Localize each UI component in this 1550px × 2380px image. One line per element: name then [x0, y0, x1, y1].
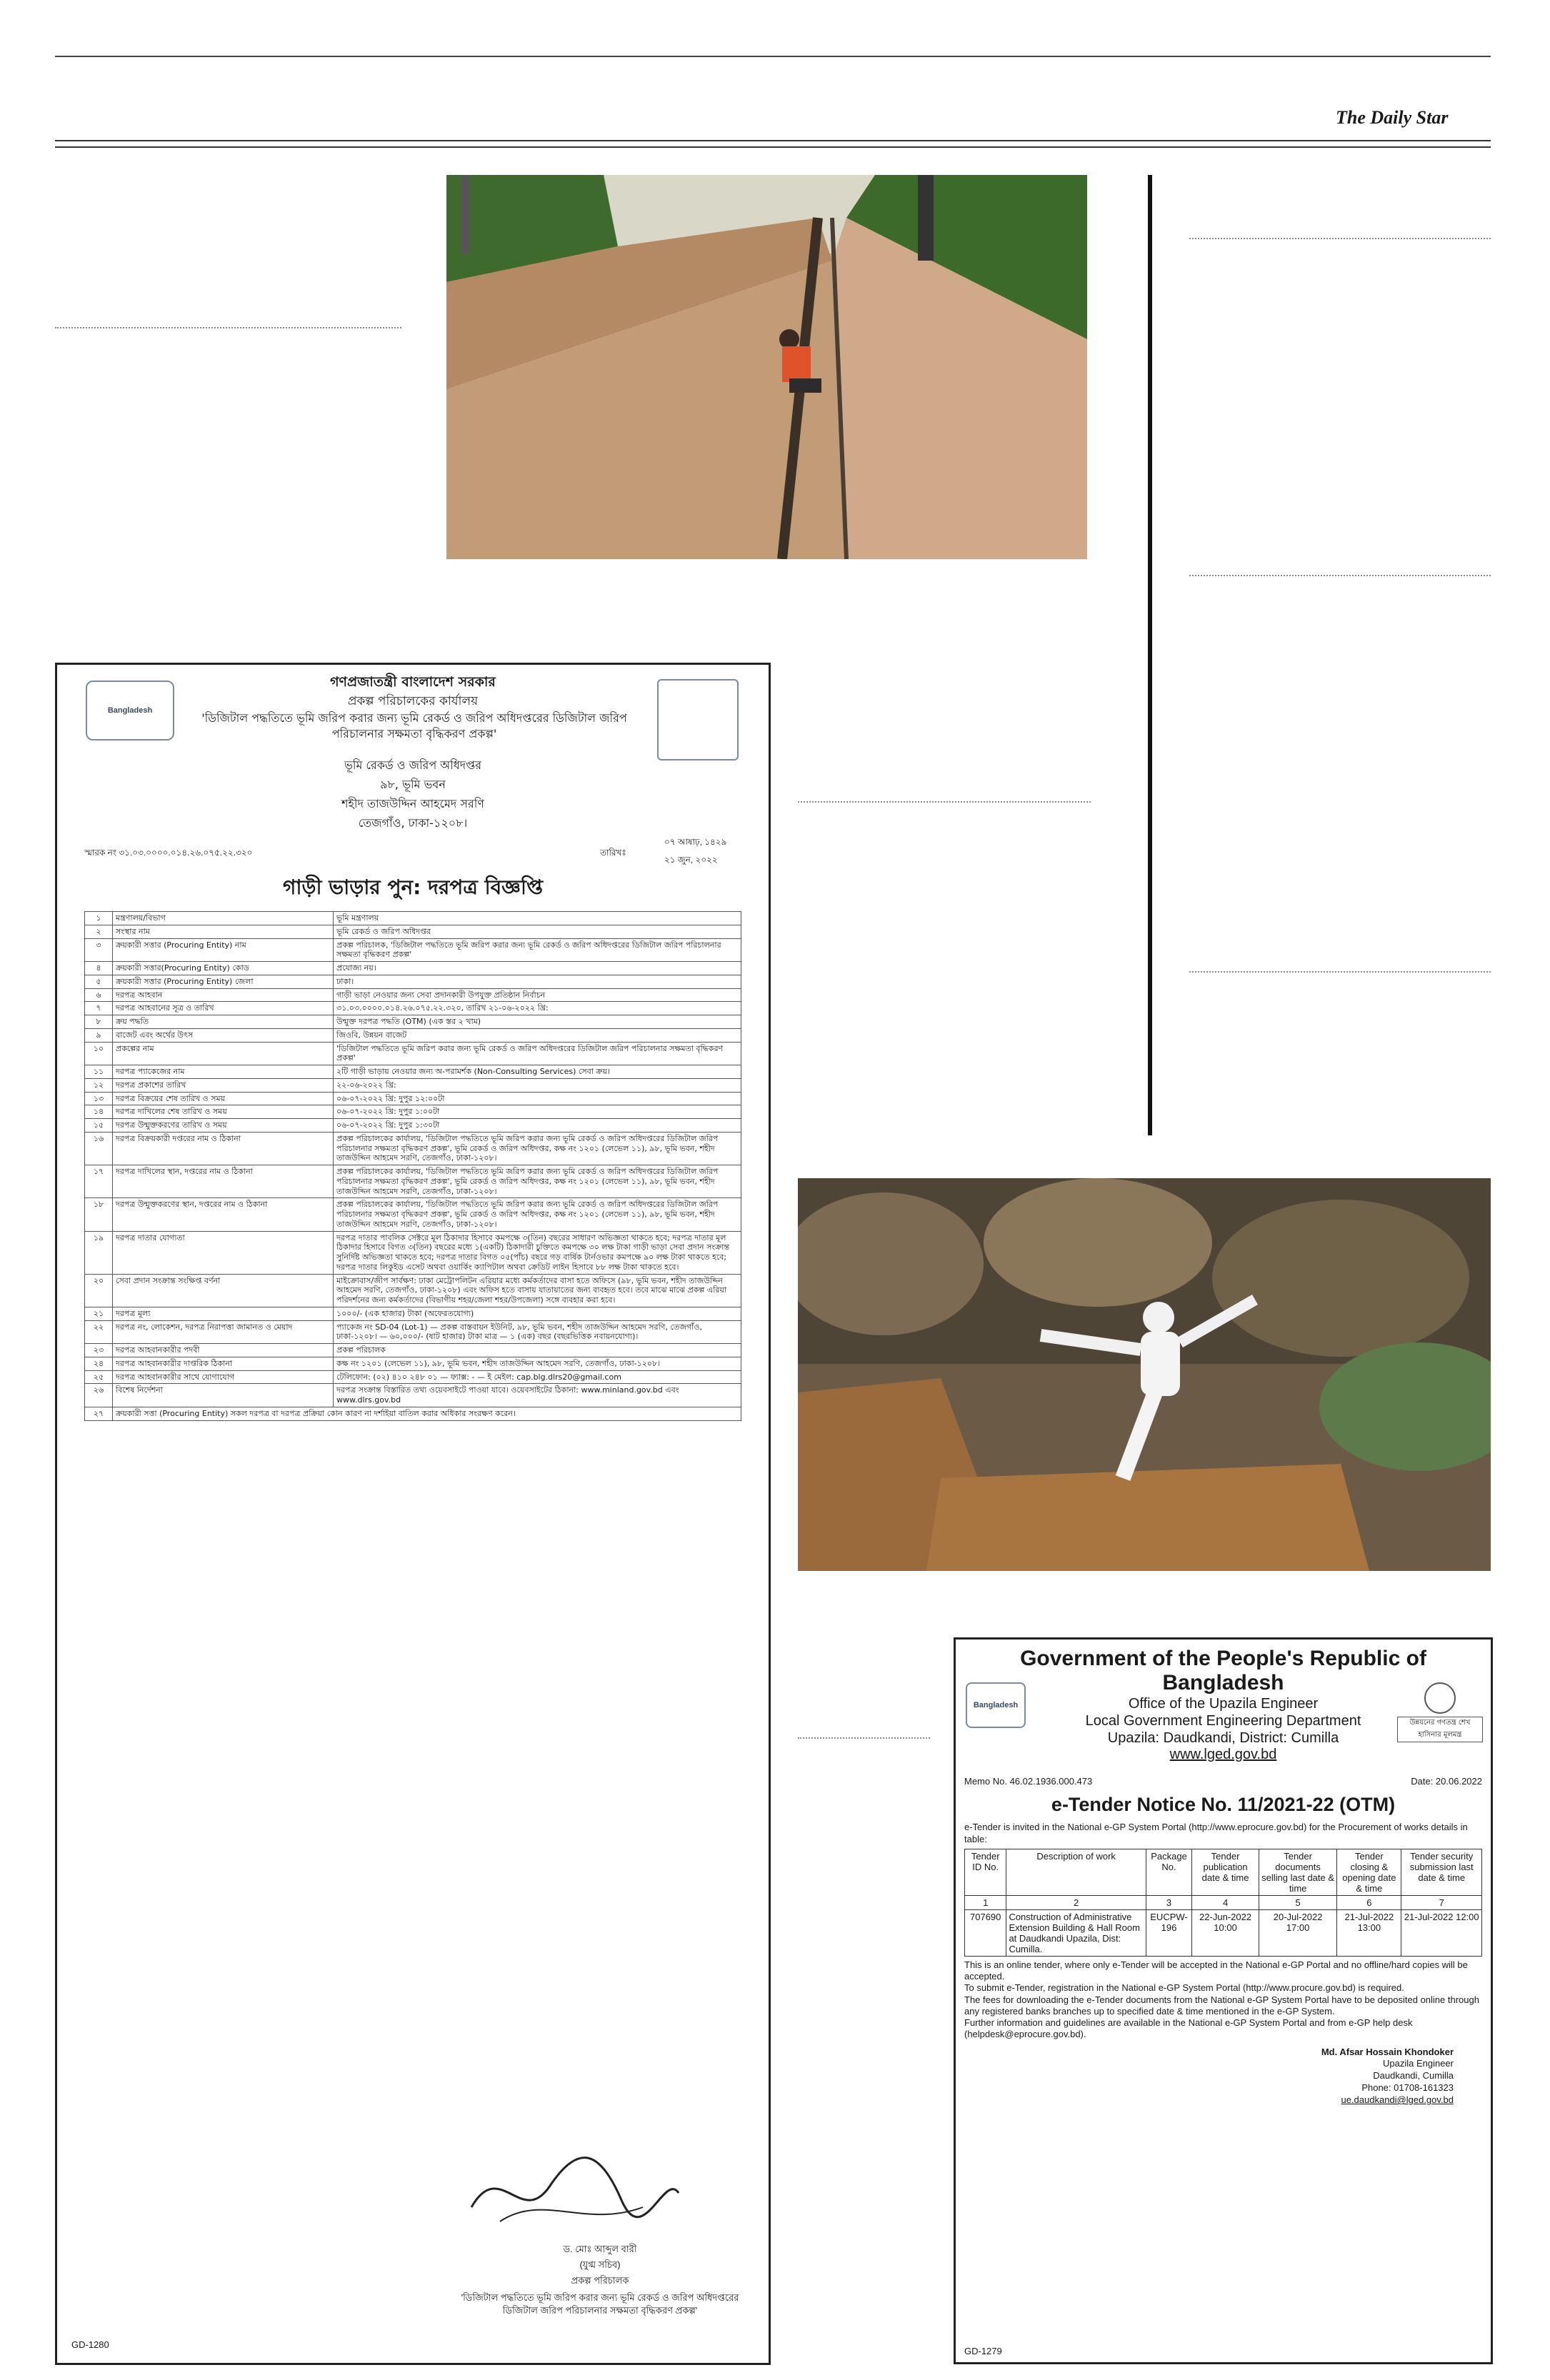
row-value: প্রকল্প পরিচালক, 'ডিজিটাল পদ্ধতিতে ভূমি জরিপ করার জন্য ভূমি রেকর্ড ও জরিপ অধিদপ্তরের ডিজিটাল জরিপ পরিচালনার সক্ষমতা বৃদ্ধিকরণ প্রকল্প'	[334, 938, 741, 962]
table-row	[85, 1132, 741, 1165]
dept-heading: Local Government Engineering Department	[1085, 1713, 1361, 1729]
note-4: Further information and guidelines are available in the National e-GP System Portal and from e-GP help desk (helpdesk@eprocure.gov.bd).	[964, 2017, 1413, 2040]
row-label: বাজেট এবং অর্থের উৎস	[113, 1028, 334, 1042]
top-rule	[55, 56, 1491, 57]
row-value: জিওবি, উন্নয়ন বাজেট	[334, 1028, 741, 1042]
row-label: দরপত্র নং, লোকেশন, দরপত্র নিরাপত্তা জামানত ও মেয়াদ	[113, 1320, 334, 1344]
portrait-caption-text: উন্নয়নের গণতন্ত্র শেখ হাসিনার মূলমন্ত্র	[1397, 1717, 1483, 1742]
yoga-rocks-photo	[798, 1178, 1491, 1571]
flood-railway-photo	[446, 175, 1087, 559]
row-serial: ২৩	[85, 1344, 113, 1357]
row-value: ৩১.০৩.০০০০.০১৪.২৬.০৭৫.২২.৩২০, তারিখ ২১-০৬-২০২২ খ্রি:	[334, 1002, 741, 1015]
row-label: দরপত্র আহবান	[113, 988, 334, 1002]
masthead-rule-1	[55, 140, 1491, 141]
row-serial: ১০	[85, 1042, 113, 1065]
table-row	[85, 1092, 741, 1105]
row-value: ভূমি মন্ত্রণালয়	[334, 912, 741, 925]
row-serial: ১৪	[85, 1105, 113, 1119]
row-serial: ১৭	[85, 1165, 113, 1198]
row-label: দরপত্র প্যাকেজের নাম	[113, 1065, 334, 1079]
separator-right-1	[1189, 238, 1491, 239]
row-serial: ২০	[85, 1274, 113, 1307]
table-row	[85, 1165, 741, 1198]
table-cell: 707690	[965, 1909, 1006, 1956]
row-value: ১০০০/- (এক হাজার) টাকা (অফেরতযোগ্য)	[334, 1307, 741, 1320]
row-serial: ১২	[85, 1078, 113, 1092]
notice-code: GD-1280	[71, 2339, 109, 2350]
table-row	[85, 1357, 741, 1370]
column-rule	[1148, 175, 1152, 1135]
row-value: টেলিফোন: (০২) ৪১০ ২৪৮ ০১ — ফ্যাক্স: - — ই মেইল: cap.blg.dlrs20@gmail.com	[334, 1370, 741, 1384]
table-row	[85, 1307, 741, 1320]
table-row	[85, 1344, 741, 1357]
row-serial: ৯	[85, 1028, 113, 1042]
column-number: 6	[1337, 1895, 1401, 1909]
office-heading: Office of the Upazila Engineer	[1128, 1696, 1319, 1712]
table-cell: 22-Jun-2022 10:00	[1192, 1909, 1259, 1956]
logo-text: Bangladesh	[107, 706, 153, 715]
signatory-place: Daudkandi, Cumilla	[1373, 2070, 1454, 2082]
note-2: To submit e-Tender, registration in the National e-GP System Portal (http://www.procure.gov.bd) is required.	[964, 1982, 1404, 1994]
row-value: ২টি গাড়ী ভাড়ায় নেওয়ার জন্য অ-পরামর্শক (Non-Consulting Services) সেবা ক্রয়।	[334, 1065, 741, 1079]
row-label: দরপত্র বিক্রয়কারী দপ্তরের নাম ও ঠিকানা	[113, 1132, 334, 1165]
memo-number: Memo No. 46.02.1936.000.473	[964, 1776, 1093, 1787]
office-heading: প্রকল্প পরিচালকের কার্যালয়	[347, 694, 479, 708]
row-label: ক্রয়কারী সত্তার (Procuring Entity) জেলা	[113, 975, 334, 988]
row-serial: ১১	[85, 1065, 113, 1079]
column-number: 1	[965, 1895, 1006, 1909]
signatory-name: ড. মোঃ আব্দুল বারী	[563, 2244, 637, 2254]
table-row	[85, 1198, 741, 1231]
column-number: 4	[1192, 1895, 1259, 1909]
column-number: 3	[1146, 1895, 1191, 1909]
portrait-caption	[1397, 1682, 1483, 1742]
separator-left	[55, 327, 401, 328]
row-serial: ২৫	[85, 1370, 113, 1384]
table-row	[85, 1105, 741, 1119]
table-row	[85, 1231, 741, 1274]
address-line-1: ৯৮, ভূমি ভবন	[380, 778, 446, 791]
row-serial: ২২	[85, 1320, 113, 1344]
row-value: প্যাকেজ নং SD-04 (Lot-1) — প্রকল্প বাস্তবায়ন ইউনিট, ৯৮, ভূমি ভবন, শহীদ তাজউদ্দিন আহমেদ সরণি, তেজগাঁও, ঢাকা-১২০৮। — ৬০,০০০/- (ষাট হাজার) টাকা মাত্র — ১ (এক) বছর (বছরভিত্তিক নবায়নযোগ্য)।	[334, 1320, 741, 1344]
table-row	[85, 1015, 741, 1029]
masthead-brand: The Daily Star	[1336, 107, 1449, 128]
table-header: Package No.	[1146, 1849, 1191, 1895]
website-link[interactable]: www.lged.gov.bd	[1169, 1747, 1277, 1762]
column-number: 7	[1401, 1895, 1482, 1909]
table-header: Tender closing & opening date & time	[1337, 1849, 1401, 1895]
date-gregorian: ২১ জুন, ২০২২	[664, 855, 718, 865]
row-label: দরপত্র দাখিলের শেষ তারিখ ও সময়	[113, 1105, 334, 1119]
table-cell: Construction of Administrative Extension Building & Hall Room at Daudkandi Upazila, Dist: Cumilla.	[1006, 1909, 1146, 1956]
signature-block	[964, 2047, 1482, 2107]
table-row	[85, 1028, 741, 1042]
bangladesh-50-emblem	[966, 1682, 1026, 1728]
table-row	[85, 1384, 741, 1407]
row-label: মন্ত্রণালয়/বিভাগ	[113, 912, 334, 925]
row-value: ০৬-০৭-২০২২ খ্রি: দুপুর ১:৩০টা	[334, 1119, 741, 1133]
notice-table	[84, 911, 741, 1421]
row-value: দরপত্র সংক্রান্ত বিস্তারিত তথ্য ওয়েবসাইটে পাওয়া যাবে। ওয়েবসাইটের ঠিকানা: www.minland.gov.bd এবং www.dlrs.gov.bd	[334, 1384, 741, 1407]
date-bengali: ০৭ আষাঢ়, ১৪২৯	[664, 837, 727, 847]
table-row	[85, 1370, 741, 1384]
table-row	[85, 962, 741, 975]
address-line-3: তেজগাঁও, ঢাকা-১২০৮।	[358, 816, 468, 830]
table-cell: 20-Jul-2022 17:00	[1259, 1909, 1336, 1956]
table-header: Description of work	[1006, 1849, 1146, 1895]
dept-heading: ভূমি রেকর্ড ও জরিপ অধিদপ্তর	[344, 758, 482, 772]
table-header: Tender security submission last date & time	[1401, 1849, 1482, 1895]
row-label: প্রকল্পের নাম	[113, 1042, 334, 1065]
row-value: ২২-০৬-২০২২ খ্রি:	[334, 1078, 741, 1092]
table-row	[85, 1274, 741, 1307]
row-label: দরপত্র আহবানকারীর দাপ্তরিক ঠিকানা	[113, 1357, 334, 1370]
row-label: দরপত্র আহবানের সূত্র ও তারিখ	[113, 1002, 334, 1015]
row-label: ক্রয়কারী সত্তার(Procuring Entity) কোড	[113, 962, 334, 975]
row-serial: ৫	[85, 975, 113, 988]
row-label: ক্রয়কারী সত্তা (Procuring Entity) সকল দরপত্র বা দরপত্র প্রক্রিয়া কোন কারণ না দর্শাইয়া বাতিল করার অধিকার সংরক্ষণ করেন।	[113, 1407, 741, 1420]
signatory-name: Md. Afsar Hossain Khondoker	[1321, 2046, 1454, 2057]
table-row	[85, 1002, 741, 1015]
row-serial: ২১	[85, 1307, 113, 1320]
row-label: দরপত্র উন্মুক্তকরণের স্থান, দপ্তরের নাম ও ঠিকানা	[113, 1198, 334, 1231]
row-label: দরপত্র প্রকাশের তারিখ	[113, 1078, 334, 1092]
row-value: ভূমি রেকর্ড ও জরিপ অধিদপ্তর	[334, 925, 741, 938]
row-serial: ৭	[85, 1002, 113, 1015]
row-value: ঢাকা।	[334, 975, 741, 988]
address-line-2: শহীদ তাজউদ্দিন আহমেদ সরণি	[341, 797, 484, 810]
column-number: 2	[1006, 1895, 1146, 1909]
separator-mid	[798, 801, 1091, 803]
row-serial: ৩	[85, 938, 113, 962]
notice-date: Date: 20.06.2022	[1411, 1776, 1482, 1787]
govt-heading: Government of the People's Republic of Bangladesh	[1020, 1647, 1426, 1694]
signatory-phone: Phone: 01708-161323	[1361, 2082, 1454, 2094]
emblem-text: Bangladesh	[973, 1701, 1019, 1709]
table-row	[85, 975, 741, 988]
column-number: 5	[1259, 1895, 1336, 1909]
table-header: Tender ID No.	[965, 1849, 1006, 1895]
row-label: বিশেষ নির্দেশনা	[113, 1384, 334, 1407]
signatory-project: 'ডিজিটাল পদ্ধতিতে ভূমি জরিপ করার জন্য ভূমি রেকর্ড ও জরিপ অধিদপ্তরের ডিজিটাল জরিপ পরিচালনার সক্ষমতা বৃদ্ধিকরণ প্রকল্প'	[461, 2292, 739, 2316]
tender-table	[964, 1849, 1482, 1957]
table-cell: 21-Jul-2022 13:00	[1337, 1909, 1401, 1956]
notice-title: e-Tender Notice No. 11/2021-22 (OTM)	[1051, 1794, 1396, 1815]
row-label: সংস্থার নাম	[113, 925, 334, 938]
row-serial: ২৬	[85, 1384, 113, 1407]
row-label: দরপত্র মূল্য	[113, 1307, 334, 1320]
table-row	[85, 925, 741, 938]
notice-notes	[964, 1959, 1482, 2041]
row-serial: ১৯	[85, 1231, 113, 1274]
row-serial: ১৮	[85, 1198, 113, 1231]
signatory-designation-1: (যুগ্ম সচিব)	[579, 2259, 621, 2270]
note-1: This is an online tender, where only e-Tender will be accepted in the National e-GP Portal and no offline/hard copies will be accepted.	[964, 1959, 1468, 1982]
table-row	[85, 1078, 741, 1092]
row-value: কক্ষ নং ১২০১ (লেভেল ১১), ৯৮, ভূমি ভবন, শহীদ তাজউদ্দিন আহমেদ সরণি, তেজগাঁও, ঢাকা-১২০৮।	[334, 1357, 741, 1370]
signatory-designation-2: প্রকল্প পরিচালক	[571, 2275, 629, 2286]
row-value: ০৬-০৭-২০২২ খ্রি: দুপুর ১:০০টা	[334, 1105, 741, 1119]
row-label: দরপত্র আহবানকারীর সাথে যোগাযোগ	[113, 1370, 334, 1384]
row-serial: ২	[85, 925, 113, 938]
row-label: দরপত্র দাতার যোগ্যতা	[113, 1231, 334, 1274]
notice-title: গাড়ী ভাড়ার পুন: দরপত্র বিজ্ঞপ্তি	[283, 875, 543, 899]
row-serial: ২৪	[85, 1357, 113, 1370]
bengali-tender-notice	[55, 663, 771, 2365]
table-row	[85, 938, 741, 962]
row-value: উন্মুক্ত দরপত্র পদ্ধতি (OTM) (এক স্তর ২ খাম)	[334, 1015, 741, 1029]
table-header: Tender publication date & time	[1192, 1849, 1259, 1895]
row-value: প্রকল্প পরিচালক	[334, 1344, 741, 1357]
separator-right-4	[798, 1737, 930, 1739]
table-row	[85, 988, 741, 1002]
row-label: ক্রয় পদ্ধতি	[113, 1015, 334, 1029]
note-3: The fees for downloading the e-Tender documents from the National e-GP System Portal have to be deposited online through any registered banks branches up to specified date & time mentioned in the e-GP System.	[964, 1994, 1479, 2017]
notice-intro: e-Tender is invited in the National e-GP System Portal (http://www.eprocure.gov.bd) for the Procurement of works details in table:	[964, 1822, 1468, 1844]
row-value: প্রকল্প পরিচালকের কার্যালয়, 'ডিজিটাল পদ্ধতিতে ভূমি জরিপ করার জন্য ভূমি রেকর্ড ও জরিপ অধিদপ্তরের ডিজিটাল জরিপ পরিচালনার সক্ষমতা বৃদ্ধিকরণ প্রকল্প', ভূমি রেকর্ড ও জরিপ অধিদপ্তর, কক্ষ নং ১২০১ (লেভেল ১১), ৯৮, ভূমি ভবন, শহীদ তাজউদ্দিন আহমেদ সরণি, তেজগাঁও, ঢাকা-১২০৮।	[334, 1198, 741, 1231]
portrait-icon	[1424, 1682, 1456, 1714]
row-label: দরপত্র দাখিলের স্থান, দপ্তরের নাম ও ঠিকানা	[113, 1165, 334, 1198]
row-value: প্রযোজ্য নয়।	[334, 962, 741, 975]
lged-etender-notice	[954, 1637, 1493, 2364]
row-value: প্রকল্প পরিচালকের কার্যালয়, 'ডিজিটাল পদ্ধতিতে ভূমি জরিপ করার জন্য ভূমি রেকর্ড ও জরিপ অধিদপ্তরের ডিজিটাল জরিপ পরিচালনার সক্ষমতা বৃদ্ধিকরণ প্রকল্প', ভূমি রেকর্ড ও জরিপ অধিদপ্তর, কক্ষ নং ১২০১ (লেভেল ১১), ৯৮, ভূমি ভবন, শহীদ তাজউদ্দিন আহমেদ সরণি, তেজগাঁও, ঢাকা-১২০৮।	[334, 1132, 741, 1165]
table-row	[85, 1407, 741, 1420]
notice-code: GD-1279	[964, 2346, 1002, 2356]
project-heading: 'ডিজিটাল পদ্ধতিতে ভূমি জরিপ করার জন্য ভূমি রেকর্ড ও জরিপ অধিদপ্তরের ডিজিটাল জরিপ পরিচালনার সক্ষমতা বৃদ্ধিকরণ প্রকল্প'	[201, 711, 627, 741]
row-value: প্রকল্প পরিচালকের কার্যালয়, 'ডিজিটাল পদ্ধতিতে ভূমি জরিপ করার জন্য ভূমি রেকর্ড ও জরিপ অধিদপ্তরের ডিজিটাল জরিপ পরিচালনার সক্ষমতা বৃদ্ধিকরণ প্রকল্প', ভূমি রেকর্ড ও জরিপ অধিদপ্তর, কক্ষ নং ১২০১ (লেভেল ১১), ৯৮, ভূমি ভবন, শহীদ তাজউদ্দিন আহমেদ সরণি, তেজগাঁও, ঢাকা-১২০৮।	[334, 1165, 741, 1198]
table-header: Tender documents selling last date & time	[1259, 1849, 1336, 1895]
table-cell: 21-Jul-2022 12:00	[1401, 1909, 1482, 1956]
signatory-title: Upazila Engineer	[1382, 2058, 1454, 2069]
row-serial: ৪	[85, 962, 113, 975]
table-row	[85, 1065, 741, 1079]
row-serial: ৮	[85, 1015, 113, 1029]
signature-scribble	[457, 2143, 686, 2236]
separator-right-2	[1189, 575, 1491, 576]
row-serial: ১৫	[85, 1119, 113, 1133]
memo-number: স্মারক নং ৩১.০৩.০০০০.০১৪.২৬.০৭৫.২২.৩২০	[84, 848, 253, 858]
row-serial: ১৬	[85, 1132, 113, 1165]
location-heading: Upazila: Daudkandi, District: Cumilla	[1107, 1730, 1339, 1746]
row-value: মাইক্রোবাস/জীপ সার্বক্ষণ: ঢাকা মেট্রোপলিটন এরিয়ার মধ্যে কর্মকর্তাদের বাসা হতে অফিসে (৯৮, ভূমি ভবন, শহীদ তাজউদ্দিন আহমেদ সরণি, তেজগাঁও, ঢাকা-১২০৮) এবং অফিস হতে বাসায় যাতায়াতের জন্য ব্যবহৃত হবে। তবে মাঝে মাঝে প্রকল্প এরিয়া পরিদর্শনের জন্য কর্মকর্তাদের (বিভাগীয় শহর/জেলা শহর/উপজেলা) সঙ্গে ব্যবহার করা হবে।	[334, 1274, 741, 1307]
row-label: দরপত্র আহবানকারীর পদবী	[113, 1344, 334, 1357]
row-value: গাড়ী ভাড়া নেওয়ার জন্য সেবা প্রদানকারী উপযুক্ত প্রতিষ্ঠান নির্বাচন	[334, 988, 741, 1002]
masthead-rule-2	[55, 146, 1491, 148]
table-row	[85, 1042, 741, 1065]
row-label: দরপত্র বিক্রয়ের শেষ তারিখ ও সময়	[113, 1092, 334, 1105]
row-value: 'ডিজিটাল পদ্ধতিতে ভূমি জরিপ করার জন্য ভূমি রেকর্ড ও জরিপ অধিদপ্তরের ডিজিটাল জরিপ পরিচালনার সক্ষমতা বৃদ্ধিকরণ প্রকল্প'	[334, 1042, 741, 1065]
row-label: ক্রয়কারী সত্তার (Procuring Entity) নাম	[113, 938, 334, 962]
separator-right-3	[1189, 971, 1491, 973]
table-row	[85, 1119, 741, 1133]
row-label: সেবা প্রদান সংক্রান্ত সংক্ষিপ্ত বর্ণনা	[113, 1274, 334, 1307]
row-serial: ২৭	[85, 1407, 113, 1420]
govt-heading: গণপ্রজাতন্ত্রী বাংলাদেশ সরকার	[330, 674, 496, 690]
table-cell: EUCPW-196	[1146, 1909, 1191, 1956]
row-serial: ১	[85, 912, 113, 925]
date-label: তারিখঃ	[600, 848, 626, 858]
signatory-email[interactable]: ue.daudkandi@lged.gov.bd	[1341, 2094, 1454, 2106]
row-serial: ৬	[85, 988, 113, 1002]
table-row	[85, 912, 741, 925]
row-serial: ১৩	[85, 1092, 113, 1105]
row-value: ০৬-০৭-২০২২ খ্রি: দুপুর ১২:০০টা	[334, 1092, 741, 1105]
row-value: দরপত্র দাতার পাবলিক সেক্টরে মূল ঠিকাদার হিসাবে কমপক্ষে ৩(তিন) বছরের সাধারণ অভিজ্ঞতা থাকতে হবে; দরপত্র দাতার মূল ঠিকাদার হিসাবে বিগত ৩(তিন) বছরের মধ্যে ১(একটি) ঠিকাদারী চুক্তিতে কমপক্ষে ৩০ লক্ষ টাকা গাড়ী ভাড়া সেবা প্রদান সংক্রান্ত সুনির্দিষ্ট অভিজ্ঞতা থাকতে হবে; দরপত্র দাতার বিগত ০৫(পাঁচ) বছরে গড় বার্ষিক টার্নওভার কমপক্ষে ৯০ লক্ষ টাকা থাকতে হবে; দরপত্র দাতার লিকুইড এসেট অথবা ওয়ার্কিং ক্যাপিটাল অথবা ক্রেডিট লাইন হিসাবে ৮৮ লক্ষ টাকা থাকতে হবে।	[334, 1231, 741, 1274]
table-row	[85, 1320, 741, 1344]
row-label: দরপত্র উন্মুক্তকরণের তারিখ ও সময়	[113, 1119, 334, 1133]
